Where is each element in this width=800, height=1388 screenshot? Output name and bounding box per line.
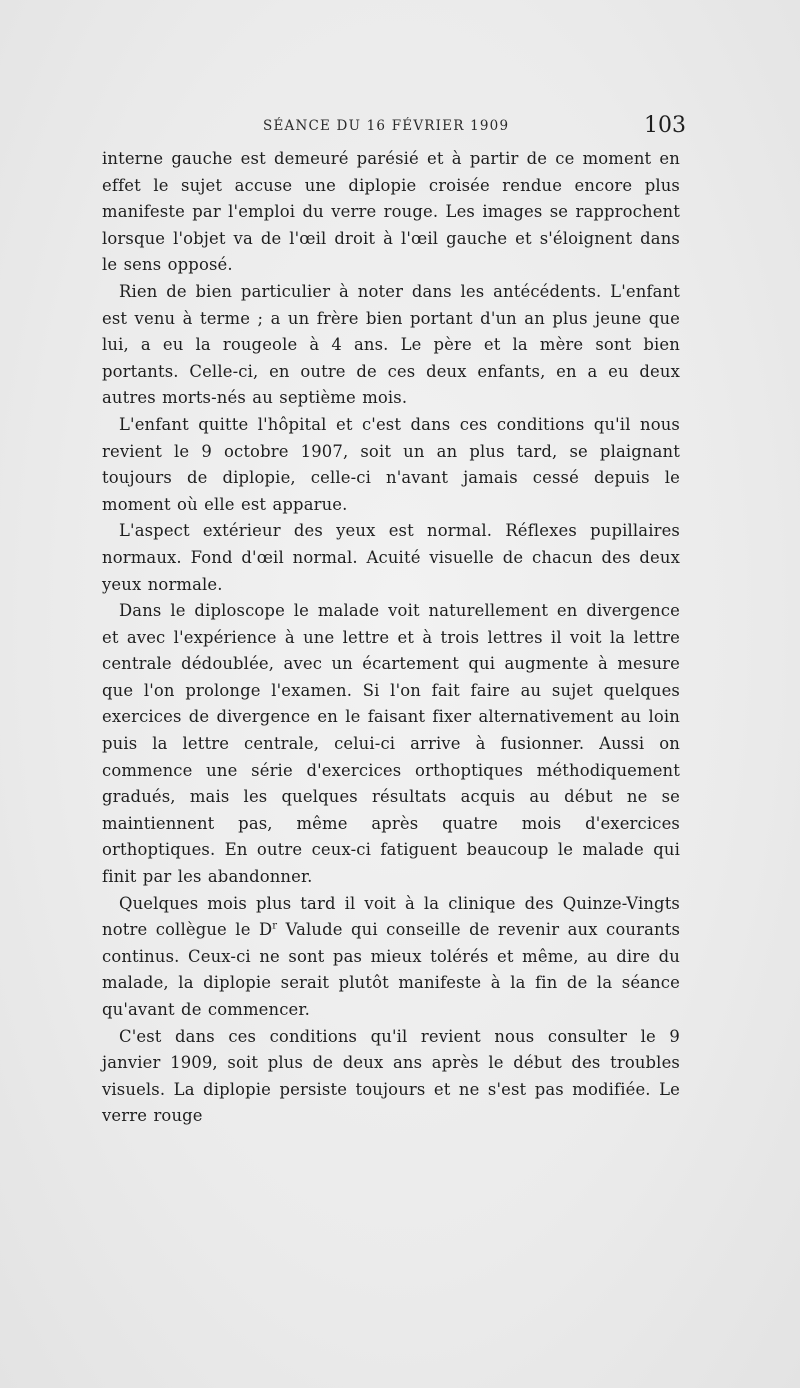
running-head: SÉANCE DU 16 FÉVRIER 1909 (263, 118, 510, 134)
paragraph-5: Dans le diploscope le malade voit naturellement en divergence et avec l'expérience à une lettre et à trois lettres il voit la lettre centrale dédoublée, avec un écartement qui augmente à mesure que l'on prolonge l'examen. Si l'on fait faire au sujet quelques exercices de divergence en le faisant fixer alternativement au loin puis la lettre centrale, celui-ci arrive à fusionner. Aussi on commence une série d'exercices orthoptiques méthodiquement gradués, mais les quelques résultats acquis au début ne se maintiennent pas, même après quatre mois d'exercices orthoptiques. En outre ceux-ci fatiguent beaucoup le malade qui finit par les abandonner. (102, 601, 680, 887)
body-text (102, 146, 680, 1130)
paragraph-7: C'est dans ces conditions qu'il revient nous consulter le 9 janvier 1909, soit plus de deux ans après le début des troubles visuels. La diplopie persiste toujours et ne s'est pas modifiée. Le verre rouge (102, 1026, 680, 1126)
paragraph-3: L'enfant quitte l'hôpital et c'est dans ces conditions qu'il nous revient le 9 octobre 1907, soit un an plus tard, se plaignant toujours de diplopie, celle-ci n'avant jamais cessé depuis le moment où elle est apparue. (102, 414, 680, 514)
paragraph-6 (102, 891, 680, 1024)
paragraph-1: interne gauche est demeuré parésié et à partir de ce moment en effet le sujet accuse une diplopie croisée rendue encore plus manifeste par l'emploi du verre rouge. Les images se rapprochent lorsque l'objet va de l'œil droit à l'œil gauche et s'éloignent dans le sens opposé. (102, 149, 680, 275)
paragraph-6-text-before: Quelques mois plus tard il voit à la clinique des Quinze-Vingts notre collègue le D (102, 893, 680, 940)
paragraph-6-superscript: r (272, 920, 278, 932)
page-number: 103 (644, 113, 686, 138)
paragraph-6-text-after: Valude qui conseille de revenir aux courants continus. Ceux-ci ne sont pas mieux tolérés et même, au dire du malade, la diplopie serait plutôt manifeste à la fin de la séance qu'avant de commencer. (102, 920, 681, 1019)
paragraph-2: Rien de bien particulier à noter dans les antécédents. L'enfant est venu à terme ; a un frère bien portant d'un an plus jeune que lui, a eu la rougeole à 4 ans. Le père et la mère sont bien portants. Celle-ci, en outre de ces deux enfants, en a eu deux autres morts-nés au septième mois. (102, 281, 680, 408)
paragraph-4: L'aspect extérieur des yeux est normal. Réflexes pupillaires normaux. Fond d'œil normal. Acuité visuelle de chacun des deux yeux normale. (102, 521, 680, 594)
